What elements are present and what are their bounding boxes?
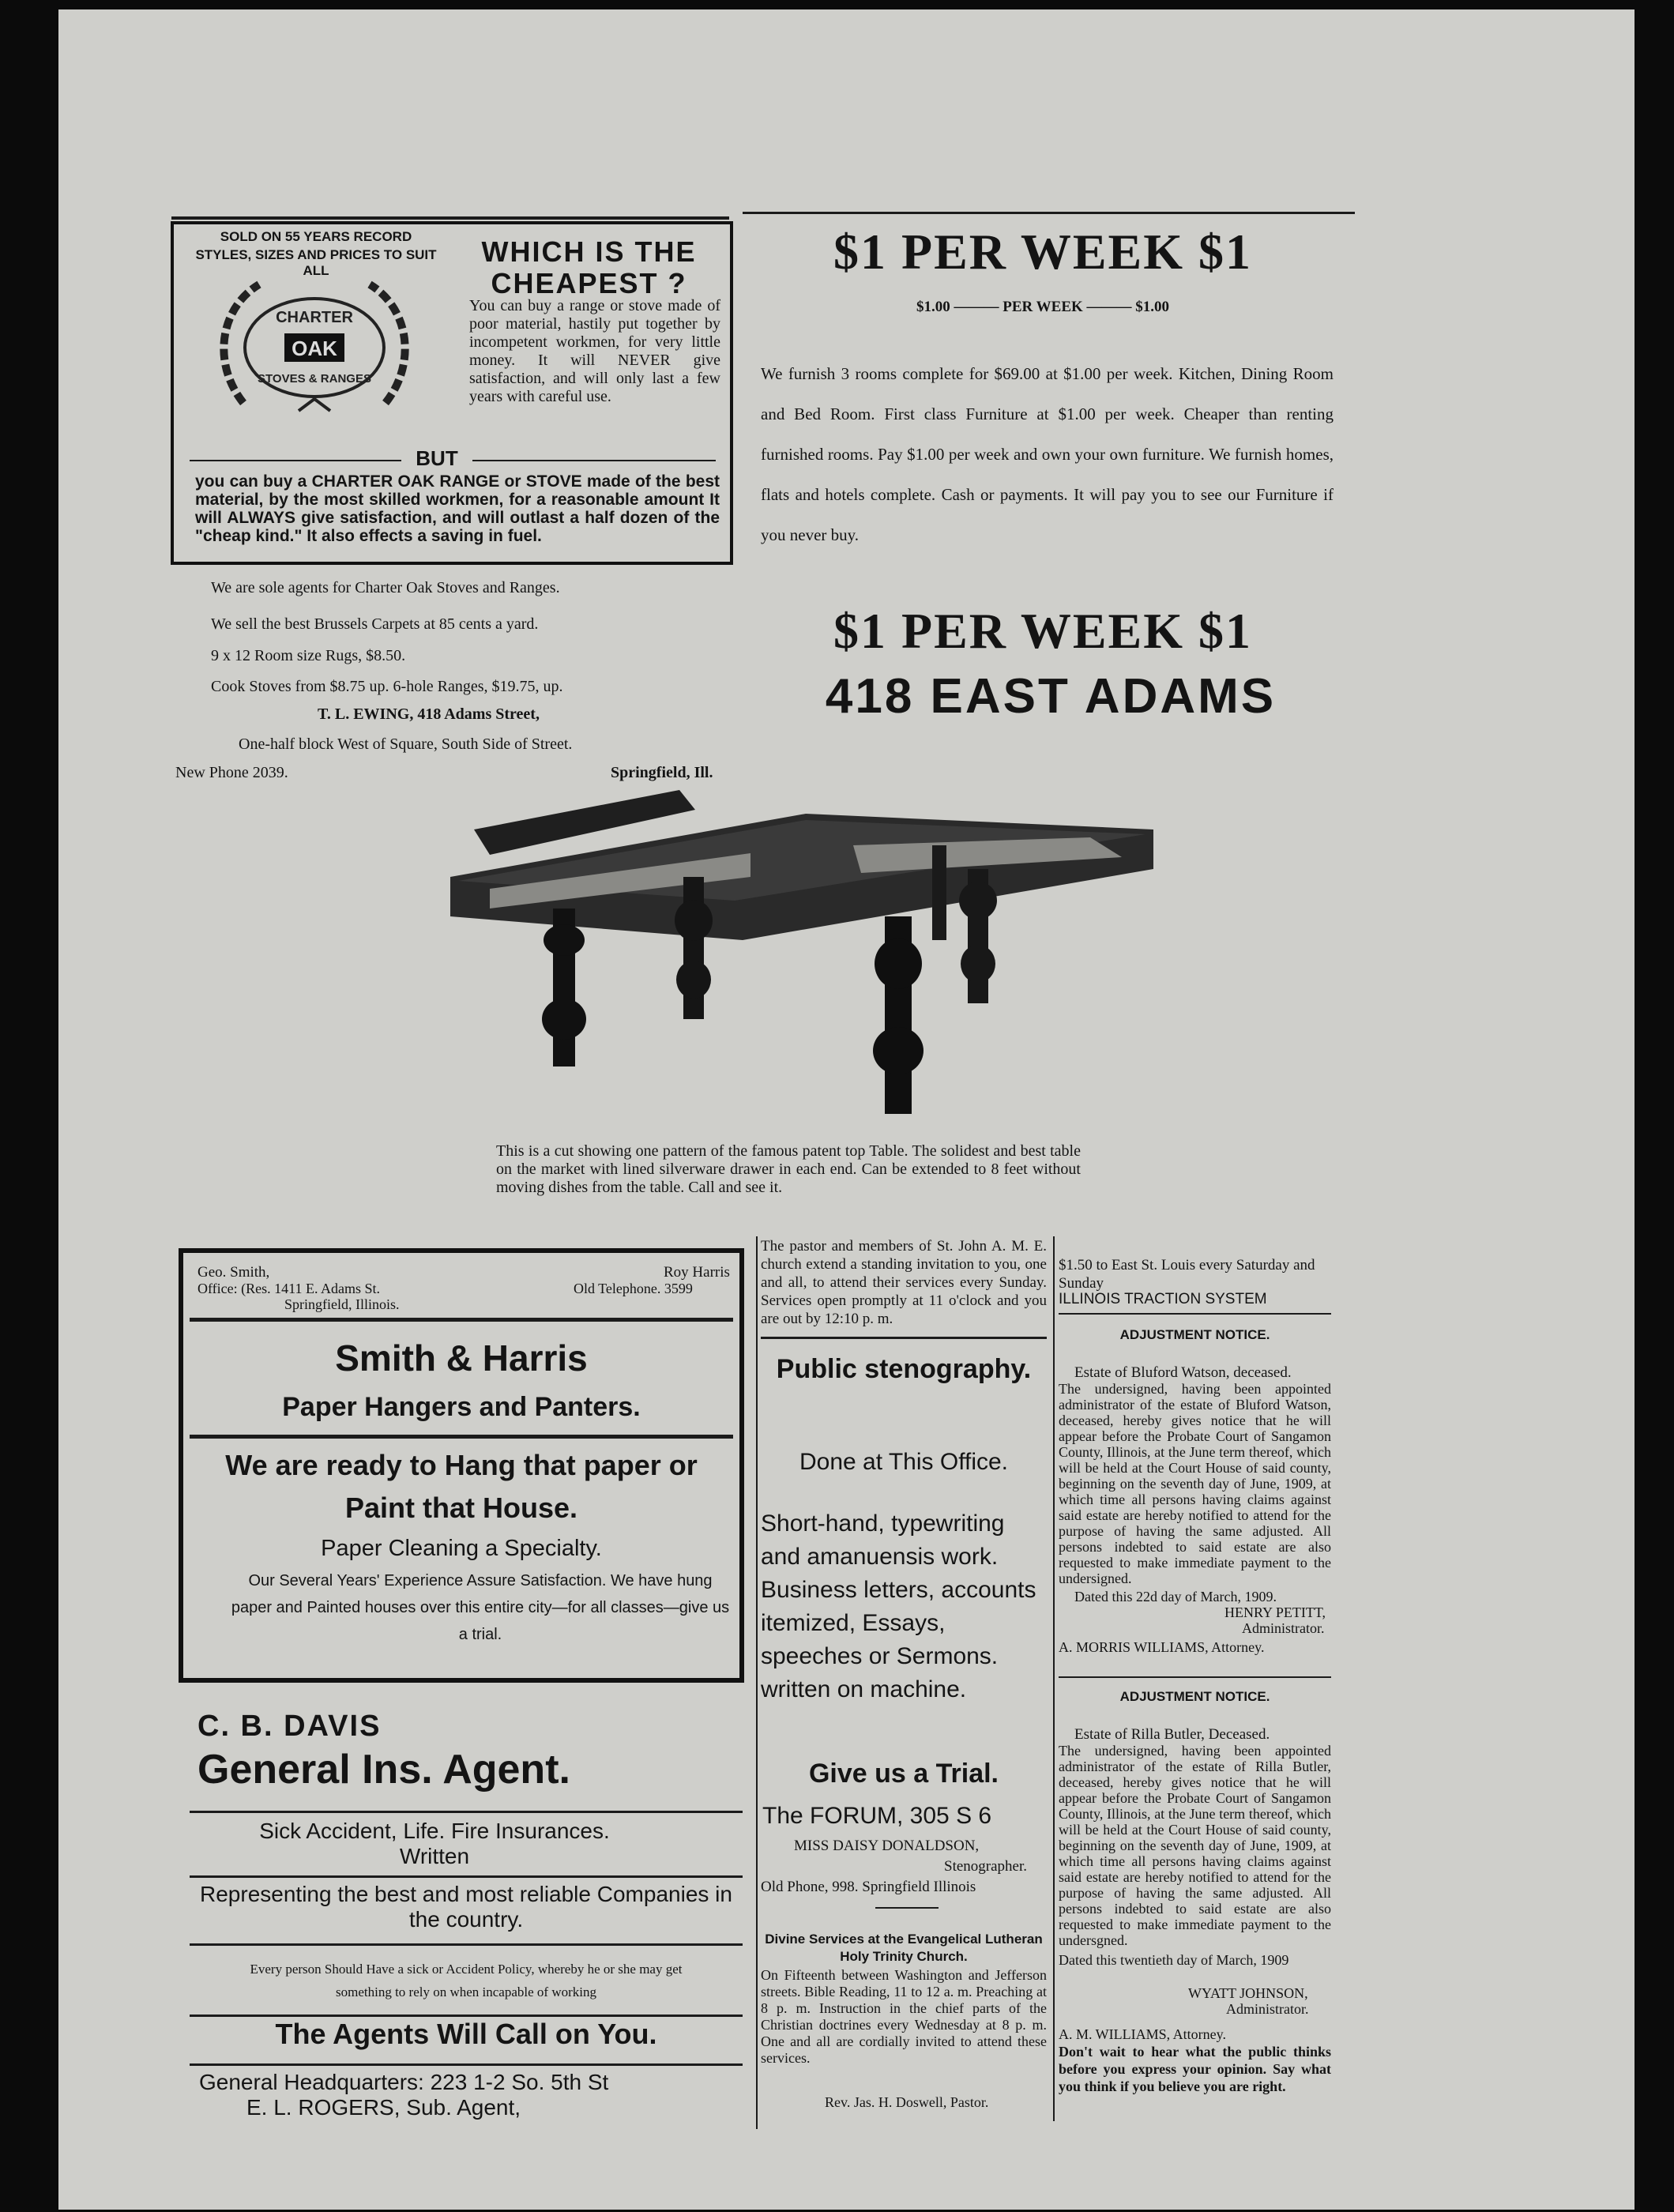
church-notice: The pastor and members of St. John A. M. E. church extend a standing invitation to you, one and all, to attend their services every Sunday. Services open promptly at 11 o'clock and you are out by 12:10 p. m. (761, 1238, 1047, 1327)
davis-line-1: Sick Accident, Life. Fire Insurances. Written (259, 1819, 610, 1868)
davis-title: General Ins. Agent. (197, 1747, 570, 1793)
steno-trial: Give us a Trial. (808, 1759, 999, 1789)
adj2-admin-title: Administrator. (1226, 2001, 1309, 2017)
adj-separator (1059, 1676, 1331, 1678)
davis-line-2: Representing the best and most reliable Companies in the country. (200, 1882, 732, 1932)
smith-left-name: Geo. Smith, (197, 1264, 270, 1281)
adj2-estate: Estate of Rilla Butler, Deceased. (1074, 1726, 1270, 1743)
adj2-body: The undersigned, having been appointed administrator of the estate of Rilla Butler, deceased, hereby gives notice that he will appear before the Probate Court of Sangamon County, Illinois, at the June term thereof, which will be held at the Court House of said county, beginning on the seventh day of June, 1909, at which time all persons having claims against said estate are hereby notified to attend for the purpose of having the same adjusted. All persons indebted to said estate are also requested to make immediate payment to the undersgned. (1059, 1743, 1331, 1948)
charter-intro: You can buy a range or stove made of poor material, hastily put together by incompetent workmen, for very little money. It will NEVER give satisfaction, and will only last a few years with careful use. (469, 297, 720, 405)
svg-text:OAK: OAK (292, 337, 337, 360)
smith-title: Smith & Harris (335, 1337, 588, 1379)
smith-phone: Old Telephone. 3599 (574, 1281, 693, 1296)
traction-body: $1.50 to East St. Louis every Saturday and Sunday (1059, 1257, 1315, 1292)
smith-specialty: Paper Cleaning a Specialty. (321, 1536, 602, 1561)
charter-oak-logo (212, 269, 417, 427)
furniture-address: 418 EAST ADAMS (825, 669, 1277, 724)
steno-daisy-title: Stenographer. (944, 1858, 1028, 1875)
furniture-headline: $1 PER WEEK $1 (833, 224, 1252, 280)
furniture-subline (869, 299, 1217, 316)
charter-but: BUT (416, 446, 458, 470)
charter-location: One-half block West of Square, South Side of Street. (239, 735, 573, 753)
charter-city: Springfield, Ill. (611, 764, 713, 781)
adj1-dated: Dated this 22d day of March, 1909. (1074, 1589, 1277, 1604)
adj2-dated: Dated this twentieth day of March, 1909 (1059, 1952, 1289, 1968)
davis-rule-1 (190, 1811, 743, 1813)
column-rule-middle-left (756, 1236, 758, 2129)
divine-pastor: Rev. Jas. H. Doswell, Pastor. (825, 2094, 989, 2110)
steno-body: Short-hand, typewriting and amanuensis work. Business letters, accounts itemized, Essays, speeches or Sermons. written on machine. (761, 1510, 1036, 1702)
steno-daisy: MISS DAISY DONALDSON, (794, 1838, 980, 1854)
charter-but-rule-left (190, 460, 401, 461)
adj1-atty: A. MORRIS WILLIAMS, Attorney. (1059, 1639, 1265, 1655)
smith-office: Office: (Res. 1411 E. Adams St. (197, 1281, 380, 1296)
davis-agents: The Agents Will Call on You. (275, 2018, 657, 2050)
smith-inner-rule (190, 1318, 733, 1322)
charter-line-4: Cook Stoves from $8.75 up. 6-hole Ranges, $19.75, up. (211, 678, 563, 695)
smith-pitch: We are ready to Hang that paper or Paint that House. (225, 1449, 698, 1524)
steno-title: Public stenography. (776, 1354, 1032, 1384)
charter-headline-2: CHEAPEST ? (491, 267, 687, 299)
furniture-body: We furnish 3 rooms complete for $69.00 at $1.00 per week. Kitchen, Dining Room and Bed Room. First class Furniture at $1.00 per week. Cheaper than renting furnished rooms. Pay $1.00 per week and own your own furniture. We furnish homes, flats and hotels complete. Cash or payments. It will pay you to see our Furniture if you never buy. (761, 364, 1334, 544)
smith-right-name: Roy Harris (664, 1264, 730, 1281)
davis-rule-5 (190, 2063, 743, 2066)
furniture-sub-left: $1.00 (916, 299, 950, 315)
smith-inner-rule-2 (190, 1435, 733, 1439)
steno-rule (875, 1907, 939, 1909)
svg-text:STOVES & RANGES: STOVES & RANGES (258, 372, 371, 386)
adj2-title: ADJUSTMENT NOTICE. (1119, 1689, 1270, 1704)
charter-store: T. L. EWING, 418 Adams Street, (318, 705, 540, 723)
smith-subtitle: Paper Hangers and Panters. (282, 1392, 641, 1422)
steno-forum: The FORUM, 305 S 6 (762, 1803, 992, 1829)
furniture-sub-mid: PER WEEK (1003, 299, 1083, 315)
top-rule-right (743, 212, 1355, 214)
charter-styles-line: STYLES, SIZES AND PRICES TO SUIT ALL (195, 247, 437, 278)
adj1-title: ADJUSTMENT NOTICE. (1119, 1327, 1270, 1342)
extension-table-illustration (411, 782, 1169, 1122)
adj1-admin-title: Administrator. (1242, 1620, 1325, 1636)
traction-name: ILLINOIS TRACTION SYSTEM (1059, 1291, 1267, 1307)
furniture-caption: This is a cut showing one pattern of the famous patent top Table. The solidest and best table on the market with lined silverware drawer in each end. Can be extended to 8 feet without moving dishes from the table. Call and see it. (496, 1142, 1081, 1196)
adj2-admin: WYATT JOHNSON, (1188, 1985, 1308, 2001)
column-rule-middle-right (1053, 1236, 1055, 2121)
davis-small: Every person Should Have a sick or Accident Policy, whereby he or she may get something to rely on when incapable of working (250, 1962, 683, 1999)
adj2-atty: A. M. WILLIAMS, Attorney. (1059, 2026, 1226, 2042)
steno-sub: Done at This Office. (799, 1449, 1009, 1475)
steno-old-phone: Old Phone, 998. Springfield Illinois (761, 1879, 976, 1895)
svg-text:CHARTER: CHARTER (276, 309, 353, 326)
furniture-sub-dash-2: ——— (1086, 299, 1132, 315)
charter-line-3: 9 x 12 Room size Rugs, $8.50. (211, 647, 406, 664)
furniture-sub-right: $1.00 (1135, 299, 1170, 315)
smith-city: Springfield, Illinois. (284, 1296, 400, 1312)
adj1-estate: Estate of Bluford Watson, deceased. (1074, 1364, 1292, 1381)
davis-agent: E. L. ROGERS, Sub. Agent, (246, 2095, 521, 2120)
davis-name: C. B. DAVIS (197, 1710, 382, 1743)
smith-body: Our Several Years' Experience Assure Satisfaction. We have hung paper and Painted houses over this entire city—for all classes—give us a trial. (231, 1572, 730, 1643)
charter-line-1: We are sole agents for Charter Oak Stoves and Ranges. (211, 579, 560, 596)
charter-headline-1: WHICH IS THE (481, 235, 697, 268)
charter-body: you can buy a CHARTER OAK RANGE or STOVE made of the best material, by the most skilled workmen, for a reasonable amount It will ALWAYS give satisfaction, and will outlast a half dozen of the "cheap kind." It also effects a saving in fuel. (195, 472, 720, 545)
adj1-admin: HENRY PETITT, (1224, 1604, 1326, 1620)
furniture-headline-2: $1 PER WEEK $1 (833, 603, 1252, 659)
davis-rule-3 (190, 1943, 743, 1946)
charter-sold-line: SOLD ON 55 YEARS RECORD (220, 229, 412, 244)
closing-note: Don't wait to hear what the public thinks before you express your opinion. Say what you think if you believe you are right. (1059, 2044, 1331, 2094)
divine-title: Divine Services at the Evangelical Lutheran Holy Trinity Church. (765, 1932, 1043, 1964)
adj1-body: The undersigned, having been appointed administrator of the estate of Bluford Watson, deceased, hereby gives notice that he will appear before the Probate Court of Sangamon County, Illinois, at the June term thereof, which will be held at the Court House of said county, beginning on the seventh day of June, 1909, at which time all persons having claims against said estate are hereby notified to attend for the purpose of having the same adjusted. All persons indebted to said estate are also requested to make immediate payment to the undersigned. (1059, 1381, 1331, 1586)
church-rule (761, 1337, 1047, 1339)
davis-rule-4 (190, 2014, 743, 2017)
divine-body: On Fifteenth between Washington and Jefferson streets. Bible Reading, 11 to 12 a. m. Preaching at 8 p. m. Instruction in the chief parts of the Christian doctrines every Wednesday at 8 p. m. One and all are cordially invited to attend these services. (761, 1967, 1047, 2066)
top-rule-left (171, 216, 729, 220)
charter-phone: New Phone 2039. (175, 764, 288, 781)
furniture-sub-dash-1: ——— (954, 299, 999, 315)
charter-line-2: We sell the best Brussels Carpets at 85 cents a yard. (211, 615, 539, 633)
traction-rule (1059, 1313, 1331, 1315)
charter-but-rule-right (472, 460, 716, 461)
davis-hq: General Headquarters: 223 1-2 So. 5th St (199, 2070, 609, 2094)
davis-rule-2 (190, 1875, 743, 1878)
